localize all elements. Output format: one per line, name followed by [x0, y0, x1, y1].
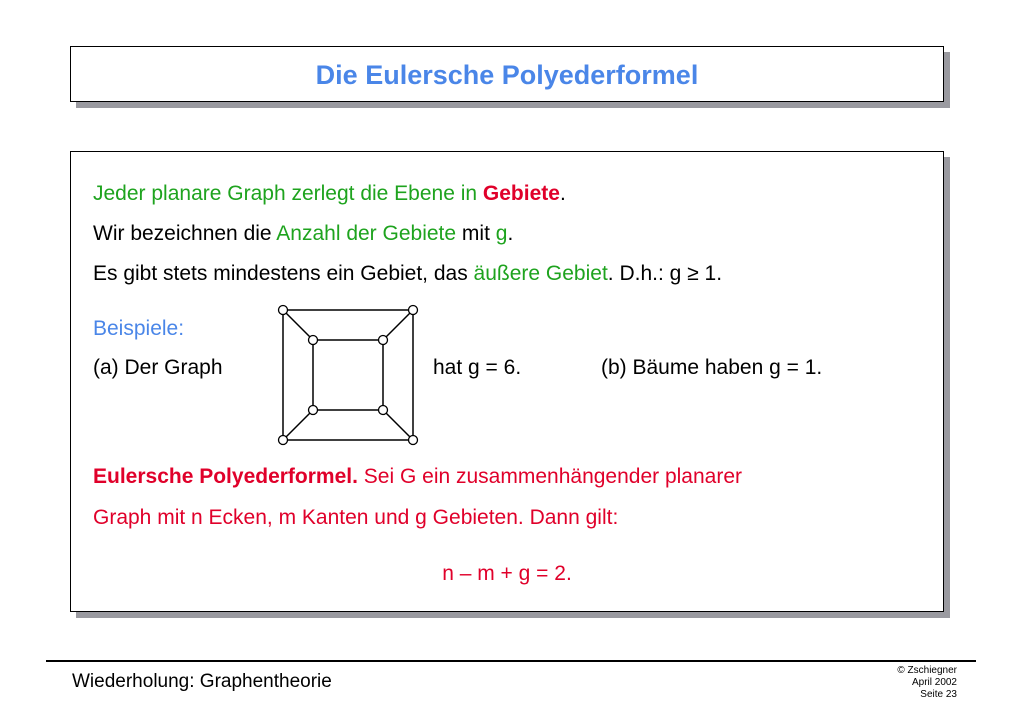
vertex [309, 406, 318, 415]
footer-divider [46, 660, 976, 662]
theorem-line2: Graph mit n Ecken, m Kanten und g Gebieten. Dann gilt: [93, 506, 619, 529]
vertex [309, 336, 318, 345]
euler-formula: n – m + g = 2. [442, 562, 572, 585]
vertex [279, 436, 288, 445]
footer-title: Wiederholung: Graphentheorie [72, 671, 332, 692]
gebiete-term: Gebiete [482, 182, 560, 205]
line3-pre: Es gibt stets mindestens ein Gebiet, das [93, 262, 474, 285]
theorem-line1-rest: Sei G ein zusammenhängender planarer [357, 465, 743, 488]
inner-square [313, 340, 383, 410]
vertex [279, 306, 288, 315]
content-box [70, 151, 944, 612]
examples-label: Beispiele: [93, 317, 185, 340]
line1-text: Jeder planare Graph zerlegt die Ebene in [93, 182, 483, 205]
vertex [379, 406, 388, 415]
theorem-line1 [93, 464, 742, 490]
edge-bl [283, 410, 313, 440]
example-a-pre: (a) Der Graph [93, 356, 223, 379]
vertex [379, 336, 388, 345]
title-box [70, 46, 944, 102]
line2-green2: g [495, 222, 508, 245]
line3-end: . D.h.: g ≥ 1. [607, 262, 723, 285]
page-title: Die Eulersche Polyederformel [315, 60, 699, 90]
line-count-regions [93, 221, 513, 247]
line-outer-region [93, 261, 722, 287]
line2-end: . [507, 222, 514, 245]
footer-date: April 2002 [911, 677, 957, 688]
example-a-post: hat g = 6. [433, 356, 522, 379]
line2-pre: Wir bezeichnen die [93, 222, 277, 245]
line1-end: . [559, 182, 566, 205]
example-b: (b) Bäume haben g = 1. [601, 356, 823, 379]
edge-tr [383, 310, 413, 340]
vertex [409, 306, 418, 315]
cube-graph-diagram [275, 302, 425, 452]
vertex [409, 436, 418, 445]
edge-tl [283, 310, 313, 340]
line2-mid: mit [456, 222, 496, 245]
line2-green1: Anzahl der Gebiete [276, 222, 457, 245]
theorem-label: Eulersche Polyederformel. [93, 465, 358, 488]
line-planar-graph [93, 181, 566, 207]
footer-copyright: © Zschiegner [897, 665, 957, 676]
edge-br [383, 410, 413, 440]
footer-meta [897, 665, 957, 701]
line3-green: äußere Gebiet [473, 262, 608, 285]
footer-page: Seite 23 [920, 689, 957, 700]
